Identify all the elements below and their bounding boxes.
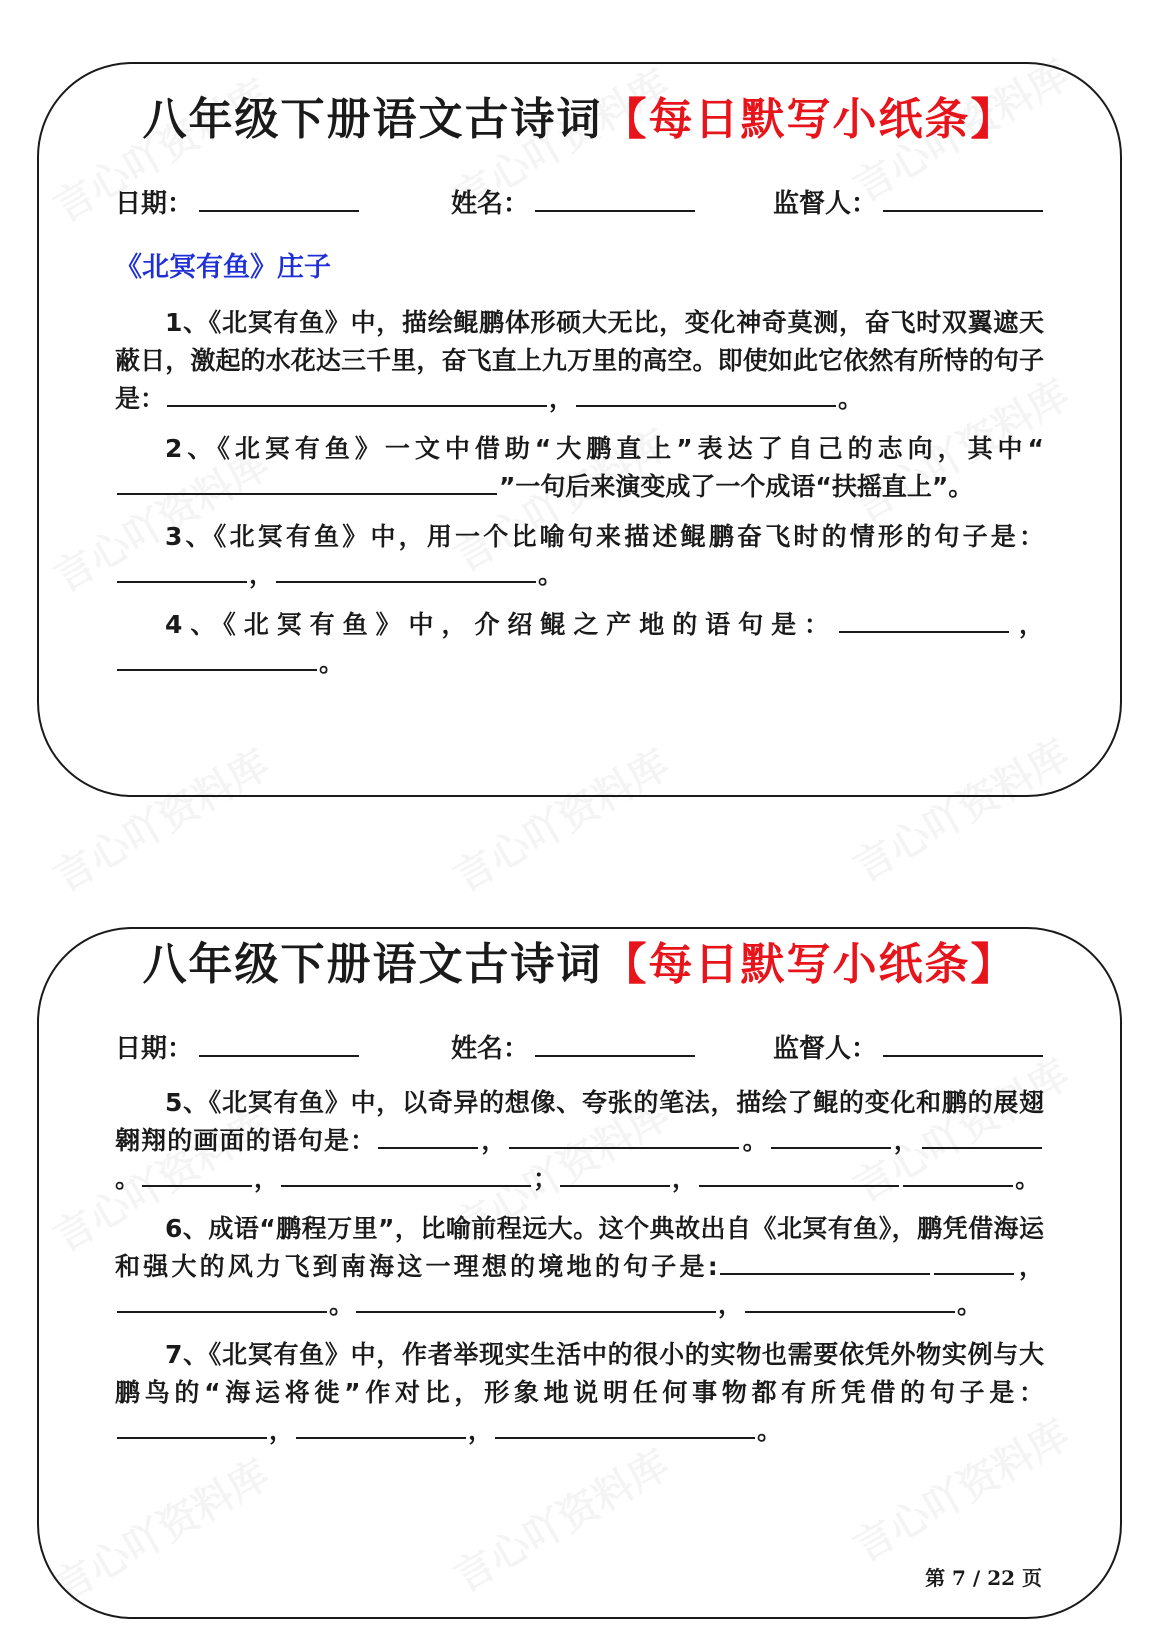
question-text: 5、《北冥有鱼》中，以奇异的想像、夸张的笔法，描绘了鲲的变化和鹏的展翅翱翔的画面的语句是： bbox=[115, 1088, 1044, 1155]
question-text: 1、《北冥有鱼》中，描绘鲲鹏体形硕大无比，变化神奇莫测，奋飞时双翼遮天蔽日，激起的水花达三千里，奋飞直上九万里的高空。即使如此它依然有所恃的句子是： bbox=[115, 308, 1044, 413]
punct: 。 bbox=[741, 1126, 769, 1155]
answer-blank[interactable] bbox=[699, 1161, 899, 1187]
question-text: ”一句后来演变成了一个成语“扶摇直上”。 bbox=[499, 472, 974, 501]
title-main: 八年级下册语文古诗词 bbox=[142, 94, 603, 145]
answer-blank[interactable] bbox=[576, 381, 836, 407]
punct: ， bbox=[468, 1416, 494, 1445]
answer-blank[interactable] bbox=[296, 1413, 466, 1439]
supervisor-label: 监督人： bbox=[773, 189, 878, 219]
date-label: 日期： bbox=[115, 1034, 194, 1064]
punct: ， bbox=[718, 1290, 744, 1319]
answer-blank[interactable] bbox=[771, 1123, 891, 1149]
section-heading: 《北冥有鱼》庄子 bbox=[115, 252, 331, 283]
punct: 。 bbox=[319, 648, 345, 677]
supervisor-blank[interactable] bbox=[883, 184, 1043, 212]
answer-blank[interactable] bbox=[745, 1287, 955, 1313]
punct: ， bbox=[672, 1164, 698, 1193]
answer-blank[interactable] bbox=[276, 557, 536, 583]
question-text: 3、《北冥有鱼》中，用一个比喻句来描述鲲鹏奋飞时的情形的句子是： bbox=[165, 522, 1044, 551]
answer-blank[interactable] bbox=[281, 1161, 531, 1187]
name-field[interactable] bbox=[451, 1029, 695, 1067]
punct: ， bbox=[269, 1416, 295, 1445]
name-blank[interactable] bbox=[535, 1029, 695, 1057]
punct: 。 bbox=[538, 560, 564, 589]
answer-blank[interactable] bbox=[117, 557, 247, 583]
date-field[interactable] bbox=[115, 184, 359, 222]
answer-blank[interactable] bbox=[839, 607, 1009, 633]
answer-blank[interactable] bbox=[903, 1161, 1013, 1187]
punct: 。 bbox=[329, 1290, 355, 1319]
answer-blank[interactable] bbox=[720, 1249, 930, 1275]
punct: ， bbox=[254, 1164, 280, 1193]
punct: 。 bbox=[957, 1290, 983, 1319]
supervisor-label: 监督人： bbox=[773, 1034, 878, 1064]
punct: ， bbox=[480, 1126, 508, 1155]
answer-blank[interactable] bbox=[560, 1161, 670, 1187]
question-3 bbox=[115, 518, 1044, 594]
question-text: 7、《北冥有鱼》中，作者举现实生活中的很小的实物也需要依凭外物实例与大鹏鸟的“海运将徙”作对比，形象地说明任何事物都有所凭借的句子是： bbox=[115, 1340, 1044, 1407]
punct: 。 bbox=[115, 1164, 141, 1193]
answer-blank[interactable] bbox=[142, 1161, 252, 1187]
question-6 bbox=[115, 1210, 1044, 1324]
question-text: 2、《北冥有鱼》一文中借助“大鹏直上”表达了自己的志向，其中“ bbox=[165, 434, 1044, 463]
name-blank[interactable] bbox=[535, 184, 695, 212]
punct: ， bbox=[1011, 610, 1044, 639]
date-blank[interactable] bbox=[199, 1029, 359, 1057]
answer-blank[interactable] bbox=[378, 1123, 478, 1149]
punct: 。 bbox=[1015, 1164, 1041, 1193]
supervisor-blank[interactable] bbox=[883, 1029, 1043, 1057]
answer-blank[interactable] bbox=[167, 381, 547, 407]
date-label: 日期： bbox=[115, 189, 194, 219]
questions bbox=[115, 304, 1044, 694]
title-highlight: 【每日默写小纸条】 bbox=[602, 939, 1017, 990]
question-1 bbox=[115, 304, 1044, 418]
answer-blank[interactable] bbox=[117, 645, 317, 671]
title-main: 八年级下册语文古诗词 bbox=[142, 939, 603, 990]
answer-blank[interactable] bbox=[117, 1287, 327, 1313]
punct: 。 bbox=[757, 1416, 783, 1445]
answer-blank[interactable] bbox=[495, 1413, 755, 1439]
answer-blank[interactable] bbox=[117, 1413, 267, 1439]
question-7 bbox=[115, 1336, 1044, 1450]
punct: ， bbox=[1015, 1252, 1044, 1281]
date-blank[interactable] bbox=[199, 184, 359, 212]
card-title bbox=[39, 937, 1120, 993]
title-highlight: 【每日默写小纸条】 bbox=[602, 94, 1017, 145]
page-number: 第 7 / 22 页 bbox=[925, 1566, 1042, 1590]
question-text: 6、成语“鹏程万里”，比喻前程远大。这个典故出自《北冥有鱼》，鹏凭借海运和强大的风力飞到南海这一理想的境地的句子是: bbox=[115, 1214, 1044, 1281]
question-5 bbox=[115, 1084, 1044, 1198]
answer-blank[interactable] bbox=[509, 1123, 739, 1149]
answer-blank[interactable] bbox=[356, 1287, 716, 1313]
dictation-card-2 bbox=[37, 927, 1122, 1619]
name-label: 姓名： bbox=[451, 1034, 530, 1064]
name-field[interactable] bbox=[451, 184, 695, 222]
punct: ； bbox=[533, 1164, 559, 1193]
card-title bbox=[39, 92, 1120, 148]
questions bbox=[115, 1084, 1044, 1462]
punct: ， bbox=[549, 384, 575, 413]
punct: ， bbox=[892, 1126, 920, 1155]
answer-blank[interactable] bbox=[922, 1123, 1042, 1149]
question-2 bbox=[115, 430, 1044, 506]
dictation-card-1 bbox=[37, 62, 1122, 797]
name-label: 姓名： bbox=[451, 189, 530, 219]
supervisor-field[interactable] bbox=[773, 1029, 1043, 1067]
punct: 。 bbox=[838, 384, 864, 413]
answer-blank[interactable] bbox=[934, 1249, 1014, 1275]
date-field[interactable] bbox=[115, 1029, 359, 1067]
answer-blank[interactable] bbox=[117, 469, 497, 495]
question-4 bbox=[115, 606, 1044, 682]
question-text: 4、《北冥有鱼》中，介绍鲲之产地的语句是： bbox=[165, 610, 838, 639]
punct: ， bbox=[249, 560, 275, 589]
supervisor-field[interactable] bbox=[773, 184, 1043, 222]
